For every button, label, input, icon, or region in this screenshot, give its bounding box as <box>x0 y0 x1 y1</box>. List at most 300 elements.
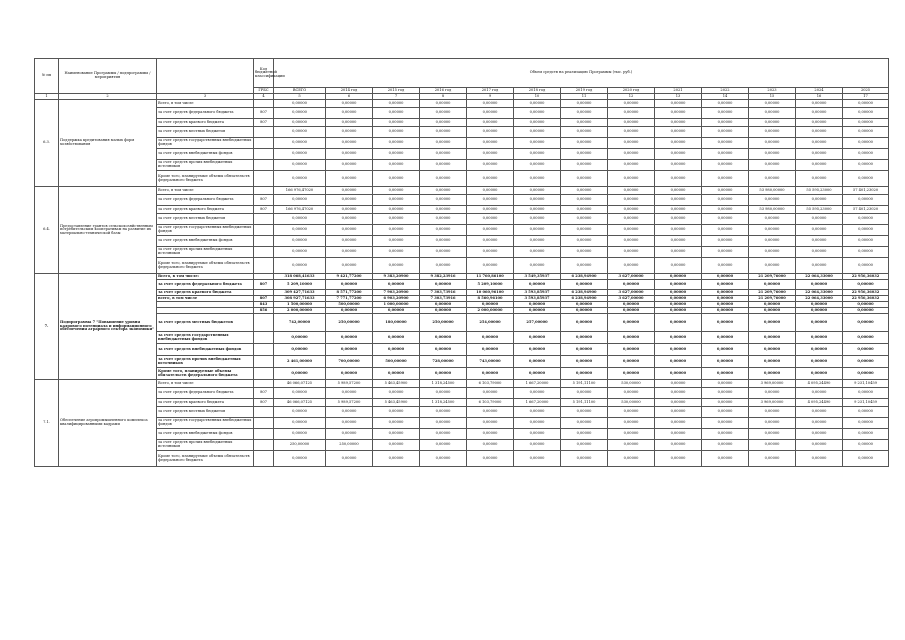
grbs-code <box>254 236 274 247</box>
amount-cell: 2 000,00000 <box>274 308 326 314</box>
amount-cell: 3 627,00000 <box>608 290 655 296</box>
header-sub-13: 2025 <box>843 88 889 94</box>
amount-cell: 0,00000 <box>373 388 420 399</box>
amount-cell: 0,00000 <box>843 214 889 225</box>
amount-cell: 0,00000 <box>608 407 655 418</box>
amount-cell: 7 771,77200 <box>326 296 373 302</box>
amount-cell: 0,00000 <box>514 356 561 368</box>
amount-cell: 0,00000 <box>608 127 655 138</box>
amount-cell: 7 303,73916 <box>420 290 467 296</box>
amount-cell: 0,00000 <box>749 280 796 290</box>
amount-cell: 0,00000 <box>608 332 655 344</box>
amount-cell: 0,00000 <box>655 214 702 225</box>
amount-cell: 6 238,94900 <box>561 290 608 296</box>
amount-cell: 0,00000 <box>608 214 655 225</box>
grbs-code <box>254 127 274 138</box>
header-index-14: 15 <box>749 94 796 100</box>
amount-cell: 0,00000 <box>702 247 749 258</box>
grbs-code: 807 <box>254 119 274 127</box>
funding-source: за счет средств внебюджетных фондов <box>157 344 254 356</box>
section-name: Подпрограмма 7 "Повышение уровня кадрового потенциала и информационного обеспечения аграрного сектора экономики" <box>59 274 157 380</box>
amount-cell: 0,00000 <box>561 108 608 119</box>
amount-cell: 0,00000 <box>655 380 702 388</box>
amount-cell: 55 595,23000 <box>796 187 843 195</box>
amount-cell: 0,00000 <box>561 440 608 451</box>
amount-cell: 6 103,79000 <box>467 380 514 388</box>
funding-source: за счет средств краевого бюджета <box>157 206 254 214</box>
amount-cell: 1 000,00000 <box>373 302 420 308</box>
grbs-code <box>254 344 274 356</box>
amount-cell: 0,00000 <box>655 108 702 119</box>
amount-cell: 0,00000 <box>326 236 373 247</box>
amount-cell: 0,00000 <box>326 407 373 418</box>
amount-cell: 0,00000 <box>467 127 514 138</box>
amount-cell: 0,00000 <box>561 258 608 274</box>
amount-cell: 0,00000 <box>843 332 889 344</box>
amount-cell: 0,00000 <box>514 302 561 308</box>
grbs-code <box>254 368 274 380</box>
amount-cell: 0,00000 <box>655 160 702 171</box>
amount-cell: 0,00000 <box>514 206 561 214</box>
funding-source: Всего, в том числе <box>157 380 254 388</box>
amount-cell: 0,00000 <box>514 407 561 418</box>
amount-cell: 0,00000 <box>373 225 420 236</box>
amount-cell: 0,00000 <box>608 108 655 119</box>
amount-cell: 0,00000 <box>326 119 373 127</box>
amount-cell: 22 956,36032 <box>843 274 889 280</box>
amount-cell: 0,00000 <box>796 418 843 429</box>
amount-cell: 0,00000 <box>561 225 608 236</box>
amount-cell: 0,00000 <box>608 388 655 399</box>
funding-source: за счет средств краевого бюджета <box>157 290 254 296</box>
amount-cell: 0,00000 <box>702 187 749 195</box>
amount-cell: 0,00000 <box>467 236 514 247</box>
funding-source: за счет средств федерального бюджета <box>157 388 254 399</box>
amount-cell: 700,00000 <box>326 356 373 368</box>
amount-cell: 57 401,23020 <box>843 187 889 195</box>
amount-cell: 0,00000 <box>326 451 373 467</box>
funding-source: за счет средств государственных внебюджетных фондов <box>157 332 254 344</box>
grbs-code: 807 <box>254 388 274 399</box>
amount-cell: 0,00000 <box>274 127 326 138</box>
amount-cell: 0,00000 <box>326 368 373 380</box>
header-sub-4: 2016 год <box>420 88 467 94</box>
amount-cell: 0,00000 <box>514 149 561 160</box>
amount-cell: 0,00000 <box>373 258 420 274</box>
grbs-code: 843 <box>254 302 274 308</box>
header-volume: Объем средств на реализацию Программы (тыс. руб.) <box>274 59 889 88</box>
section-number: 7.1. <box>35 380 59 467</box>
amount-cell: 0,00000 <box>467 451 514 467</box>
header-index-2: 3 <box>157 94 254 100</box>
amount-cell: 0,00000 <box>420 407 467 418</box>
funding-source: за счет средств местных бюджетов <box>157 407 254 418</box>
amount-cell: 3 593,85937 <box>514 296 561 302</box>
amount-cell: 0,00000 <box>274 160 326 171</box>
amount-cell: 0,00000 <box>608 451 655 467</box>
funding-source: за счет средств прочих внебюджетных источников <box>157 356 254 368</box>
amount-cell: 0,00000 <box>420 187 467 195</box>
grbs-code <box>254 418 274 429</box>
amount-cell: 0,00000 <box>608 418 655 429</box>
amount-cell: 0,00000 <box>796 108 843 119</box>
amount-cell: 0,00000 <box>702 302 749 308</box>
grbs-code: 807 <box>254 280 274 290</box>
amount-cell: 0,00000 <box>514 214 561 225</box>
amount-cell: 0,00000 <box>608 247 655 258</box>
funding-source: за счет средств краевого бюджета <box>157 399 254 407</box>
amount-cell: 0,00000 <box>326 214 373 225</box>
amount-cell: 0,00000 <box>420 308 467 314</box>
amount-cell: 0,00000 <box>561 247 608 258</box>
amount-cell: 0,00000 <box>702 296 749 302</box>
table-row <box>35 108 889 119</box>
amount-cell: 0,00000 <box>655 119 702 127</box>
funding-source: Кроме того, планируемые объемы обязательств федерального бюджета <box>157 368 254 380</box>
amount-cell: 254,00000 <box>467 314 514 332</box>
amount-cell: 0,00000 <box>608 206 655 214</box>
amount-cell: 0,00000 <box>514 258 561 274</box>
amount-cell: 0,00000 <box>655 302 702 308</box>
amount-cell: 0,00000 <box>514 451 561 467</box>
amount-cell: 0,00000 <box>420 258 467 274</box>
amount-cell: 0,00000 <box>373 138 420 149</box>
amount-cell: 6 903,20900 <box>373 296 420 302</box>
amount-cell: 0,00000 <box>843 195 889 206</box>
amount-cell: 0,00000 <box>655 236 702 247</box>
amount-cell: 0,00000 <box>514 418 561 429</box>
amount-cell: 0,00000 <box>420 214 467 225</box>
amount-cell: 0,00000 <box>608 138 655 149</box>
amount-cell: 530,00000 <box>608 399 655 407</box>
amount-cell: 0,00000 <box>274 236 326 247</box>
amount-cell: 0,00000 <box>702 344 749 356</box>
amount-cell: 0,00000 <box>796 356 843 368</box>
funding-source: за счет средств государственных внебюджетных фондов <box>157 138 254 149</box>
amount-cell: 0,00000 <box>561 429 608 440</box>
funding-source: за счет средств федерального бюджета <box>157 108 254 119</box>
amount-cell: 0,00000 <box>749 247 796 258</box>
amount-cell: 0,00000 <box>843 149 889 160</box>
amount-cell: 0,00000 <box>749 258 796 274</box>
amount-cell: 0,00000 <box>796 160 843 171</box>
amount-cell: 0,00000 <box>326 418 373 429</box>
amount-cell: 0,00000 <box>326 429 373 440</box>
amount-cell: 0,00000 <box>274 418 326 429</box>
header-index-12: 13 <box>655 94 702 100</box>
amount-cell: 0,00000 <box>749 429 796 440</box>
amount-cell: 0,00000 <box>420 236 467 247</box>
amount-cell: 22 064,33000 <box>796 290 843 296</box>
amount-cell: 9 383,20900 <box>373 274 420 280</box>
amount-cell: 21 209,76000 <box>749 274 796 280</box>
amount-cell: 0,00000 <box>274 368 326 380</box>
header-sub-8: 2020 год <box>608 88 655 94</box>
amount-cell: 0,00000 <box>420 302 467 308</box>
amount-cell: 318 068,41633 <box>274 274 326 280</box>
amount-cell: 0,00000 <box>608 187 655 195</box>
amount-cell: 0,00000 <box>514 108 561 119</box>
funding-source: Кроме того, планируемые объемы обязательств федерального бюджета <box>157 258 254 274</box>
amount-cell: 0,00000 <box>420 119 467 127</box>
amount-cell: 0,00000 <box>326 138 373 149</box>
amount-cell: 11 760,86100 <box>467 274 514 280</box>
amount-cell: 0,00000 <box>420 127 467 138</box>
amount-cell: 0,00000 <box>655 429 702 440</box>
amount-cell: 0,00000 <box>561 127 608 138</box>
amount-cell: 0,00000 <box>655 296 702 302</box>
amount-cell: 0,00000 <box>608 100 655 108</box>
amount-cell: 0,00000 <box>373 236 420 247</box>
amount-cell: 7 903,20900 <box>373 290 420 296</box>
amount-cell: 22 064,33000 <box>796 274 843 280</box>
amount-cell: 0,00000 <box>749 160 796 171</box>
budget-table <box>34 58 889 467</box>
amount-cell: 0,00000 <box>326 225 373 236</box>
amount-cell: 0,00000 <box>655 356 702 368</box>
amount-cell: 0,00000 <box>843 407 889 418</box>
table-row <box>35 380 889 388</box>
amount-cell: 0,00000 <box>843 344 889 356</box>
amount-cell: 0,00000 <box>373 195 420 206</box>
amount-cell: 3 969,00000 <box>749 380 796 388</box>
amount-cell: 0,00000 <box>608 440 655 451</box>
amount-cell: 0,00000 <box>608 368 655 380</box>
grbs-code <box>254 440 274 451</box>
header-index-4: 5 <box>274 94 326 100</box>
header-index-10: 11 <box>561 94 608 100</box>
grbs-code: 807 <box>254 206 274 214</box>
amount-cell: 0,00000 <box>843 368 889 380</box>
amount-cell: 0,00000 <box>373 149 420 160</box>
amount-cell: 0,00000 <box>274 247 326 258</box>
amount-cell: 0,00000 <box>843 388 889 399</box>
amount-cell: 0,00000 <box>843 440 889 451</box>
amount-cell: 0,00000 <box>796 368 843 380</box>
amount-cell: 0,00000 <box>749 332 796 344</box>
amount-cell: 0,00000 <box>373 108 420 119</box>
grbs-code <box>254 187 274 195</box>
amount-cell: 7 303,73916 <box>420 296 467 302</box>
table-row <box>35 214 889 225</box>
amount-cell: 0,00000 <box>326 280 373 290</box>
amount-cell: 0,00000 <box>326 108 373 119</box>
grbs-code <box>254 225 274 236</box>
amount-cell: 0,00000 <box>843 225 889 236</box>
funding-source: за счет средств местных бюджетов <box>157 314 254 332</box>
amount-cell: 2 000,00000 <box>467 308 514 314</box>
amount-cell: 0,00000 <box>326 308 373 314</box>
amount-cell: 0,00000 <box>702 274 749 280</box>
amount-cell: 0,00000 <box>373 119 420 127</box>
amount-cell: 0,00000 <box>514 440 561 451</box>
amount-cell: 0,00000 <box>326 100 373 108</box>
amount-cell: 0,00000 <box>373 171 420 187</box>
amount-cell: 0,00000 <box>749 418 796 429</box>
amount-cell: 0,00000 <box>467 225 514 236</box>
amount-cell: 0,00000 <box>274 119 326 127</box>
table-row <box>35 344 889 356</box>
amount-cell: 0,00000 <box>373 160 420 171</box>
amount-cell: 0,00000 <box>796 332 843 344</box>
grbs-code <box>254 149 274 160</box>
amount-cell: 1 318,24500 <box>420 399 467 407</box>
amount-cell: 0,00000 <box>561 149 608 160</box>
amount-cell: 0,00000 <box>514 344 561 356</box>
amount-cell: 0,00000 <box>702 308 749 314</box>
amount-cell: 6 103,79000 <box>467 399 514 407</box>
amount-cell: 0,00000 <box>561 195 608 206</box>
amount-cell: 0,00000 <box>373 344 420 356</box>
amount-cell: 0,00000 <box>514 280 561 290</box>
amount-cell: 0,00000 <box>702 258 749 274</box>
amount-cell: 0,00000 <box>749 108 796 119</box>
amount-cell: 0,00000 <box>843 451 889 467</box>
funding-source: за счет средств государственных внебюджетных фондов <box>157 418 254 429</box>
table-row <box>35 138 889 149</box>
amount-cell: 0,00000 <box>373 308 420 314</box>
amount-cell: 0,00000 <box>702 138 749 149</box>
amount-cell: 0,00000 <box>655 308 702 314</box>
amount-cell: 0,00000 <box>796 100 843 108</box>
amount-cell: 0,00000 <box>420 195 467 206</box>
amount-cell: 0,00000 <box>274 108 326 119</box>
amount-cell: 0,00000 <box>467 302 514 308</box>
amount-cell: 0,00000 <box>326 160 373 171</box>
section-name: Обеспечение агропромышленного комплекса квалифицированными кадрами <box>59 380 157 467</box>
header-sub-0: ГРБС <box>254 88 274 94</box>
amount-cell: 0,00000 <box>655 258 702 274</box>
amount-cell: 257,00000 <box>514 314 561 332</box>
amount-cell: 0,00000 <box>326 187 373 195</box>
amount-cell: 46 066,07125 <box>274 380 326 388</box>
amount-cell: 0,00000 <box>796 247 843 258</box>
section-number: 6.4. <box>35 187 59 274</box>
table-row <box>35 236 889 247</box>
amount-cell: 0,00000 <box>702 127 749 138</box>
amount-cell: 0,00000 <box>373 280 420 290</box>
amount-cell: 0,00000 <box>749 236 796 247</box>
amount-cell: 0,00000 <box>514 236 561 247</box>
amount-cell: 9 231,10459 <box>843 399 889 407</box>
amount-cell: 166 976,47020 <box>274 206 326 214</box>
amount-cell: 0,00000 <box>843 100 889 108</box>
amount-cell: 308 927,71633 <box>274 296 326 302</box>
amount-cell: 0,00000 <box>655 187 702 195</box>
amount-cell: 0,00000 <box>561 280 608 290</box>
amount-cell: 0,00000 <box>514 187 561 195</box>
amount-cell: 0,00000 <box>420 108 467 119</box>
amount-cell: 0,00000 <box>274 195 326 206</box>
amount-cell: 0,00000 <box>467 407 514 418</box>
amount-cell: 0,00000 <box>326 344 373 356</box>
amount-cell: 0,00000 <box>749 149 796 160</box>
amount-cell: 0,00000 <box>749 451 796 467</box>
amount-cell: 0,00000 <box>274 149 326 160</box>
amount-cell: 0,00000 <box>655 399 702 407</box>
amount-cell: 0,00000 <box>420 451 467 467</box>
amount-cell: 0,00000 <box>749 138 796 149</box>
amount-cell: 0,00000 <box>843 127 889 138</box>
amount-cell: 5 209,10000 <box>274 280 326 290</box>
amount-cell: 0,00000 <box>608 160 655 171</box>
amount-cell: 0,00000 <box>702 429 749 440</box>
amount-cell: 0,00000 <box>608 171 655 187</box>
amount-cell: 5 463,45900 <box>373 380 420 388</box>
amount-cell: 0,00000 <box>274 451 326 467</box>
amount-cell: 0,00000 <box>843 247 889 258</box>
amount-cell: 21 209,76000 <box>749 290 796 296</box>
amount-cell: 0,00000 <box>561 236 608 247</box>
amount-cell: 0,00000 <box>843 171 889 187</box>
amount-cell: 0,00000 <box>702 119 749 127</box>
amount-cell: 0,00000 <box>326 258 373 274</box>
amount-cell: 0,00000 <box>561 206 608 214</box>
header-sub-9: 2021 <box>655 88 702 94</box>
header-sub-11: 2023 <box>749 88 796 94</box>
amount-cell: 0,00000 <box>561 100 608 108</box>
grbs-code: 807 <box>254 296 274 302</box>
amount-cell: 46 066,07125 <box>274 399 326 407</box>
table-row <box>35 388 889 399</box>
grbs-code: 807 <box>254 108 274 119</box>
header-index-0: 1 <box>35 94 59 100</box>
amount-cell: 0,00000 <box>326 149 373 160</box>
amount-cell: 0,00000 <box>843 356 889 368</box>
grbs-code <box>254 100 274 108</box>
amount-cell: 0,00000 <box>514 308 561 314</box>
amount-cell: 0,00000 <box>702 171 749 187</box>
amount-cell: 5 989,57200 <box>326 399 373 407</box>
amount-cell: 0,00000 <box>796 314 843 332</box>
funding-source: всего, в том числе <box>157 296 254 302</box>
amount-cell: 0,00000 <box>467 119 514 127</box>
table-row <box>35 171 889 187</box>
amount-cell: 1 500,00000 <box>274 302 326 308</box>
amount-cell: 0,00000 <box>702 195 749 206</box>
amount-cell: 0,00000 <box>514 138 561 149</box>
amount-cell: 3 627,00000 <box>608 296 655 302</box>
amount-cell: 0,00000 <box>561 344 608 356</box>
amount-cell: 0,00000 <box>749 356 796 368</box>
amount-cell: 0,00000 <box>373 407 420 418</box>
header-index-16: 17 <box>843 94 889 100</box>
funding-source: за счет средств прочих внебюджетных источников <box>157 440 254 451</box>
amount-cell: 0,00000 <box>326 171 373 187</box>
section-number: 6.3. <box>35 100 59 187</box>
amount-cell: 0,00000 <box>467 440 514 451</box>
amount-cell: 0,00000 <box>467 206 514 214</box>
amount-cell: 0,00000 <box>843 108 889 119</box>
amount-cell: 0,00000 <box>655 149 702 160</box>
amount-cell: 0,00000 <box>373 429 420 440</box>
amount-cell: 0,00000 <box>702 314 749 332</box>
amount-cell: 0,00000 <box>843 119 889 127</box>
amount-cell: 0,00000 <box>608 149 655 160</box>
amount-cell: 0,00000 <box>749 368 796 380</box>
amount-cell: 742,00000 <box>274 314 326 332</box>
amount-cell: 0,00000 <box>373 206 420 214</box>
amount-cell: 0,00000 <box>514 225 561 236</box>
amount-cell: 0,00000 <box>467 149 514 160</box>
amount-cell: 0,00000 <box>274 332 326 344</box>
amount-cell: 0,00000 <box>326 388 373 399</box>
amount-cell: 4 095,24490 <box>796 399 843 407</box>
amount-cell: 0,00000 <box>561 332 608 344</box>
amount-cell: 0,00000 <box>749 214 796 225</box>
header-name: Наименование Программы / подпрограммы / мероприятия <box>59 59 157 94</box>
amount-cell: 180,00000 <box>373 314 420 332</box>
